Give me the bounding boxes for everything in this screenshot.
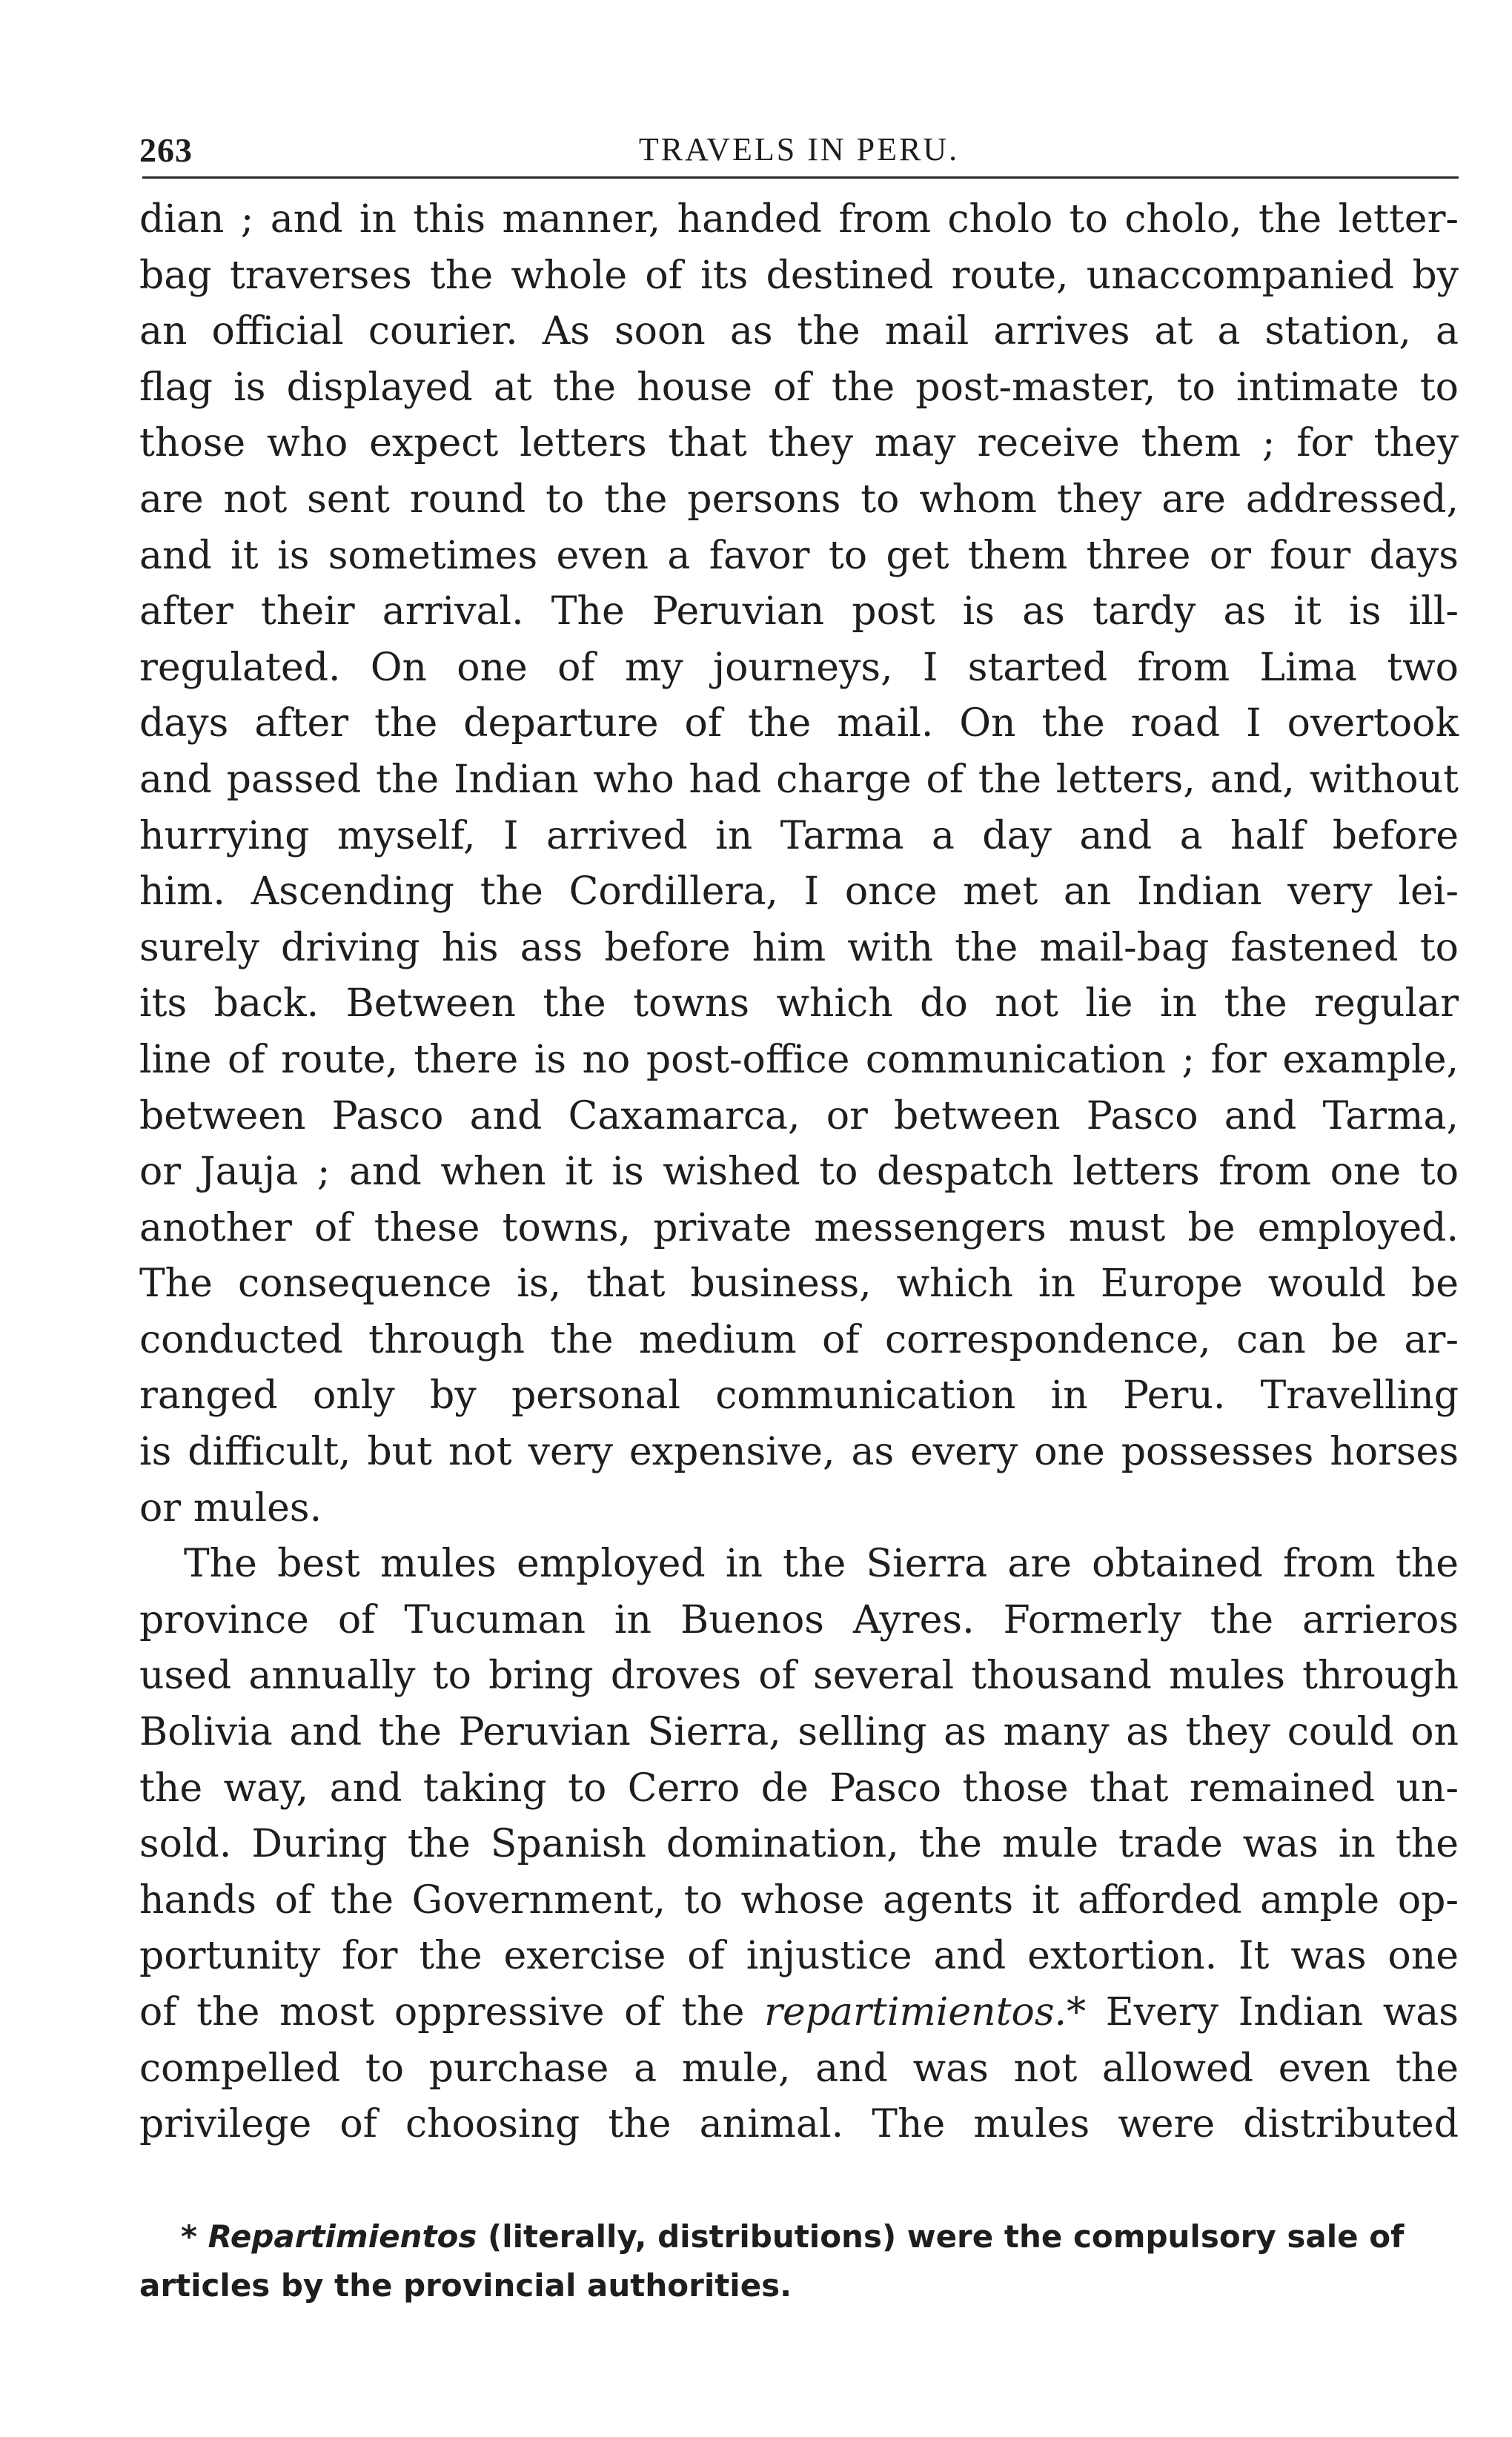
text-line: and passed the Indian who had charge of the letters, and, without xyxy=(139,757,1459,802)
text-line: compelled to purchase a mule, and was not allowed even the xyxy=(139,2046,1459,2091)
text-line: used annually to bring droves of several thousand mules through xyxy=(139,1654,1459,1699)
text-line: or Jauja ; and when it is wished to despatch letters from one to xyxy=(139,1150,1459,1195)
text-line: sold. During the Spanish domination, the mule trade was in the xyxy=(139,1822,1459,1867)
text-line-with-italic xyxy=(139,1985,1459,2041)
text-line: the way, and taking to Cerro de Pasco those that remained un- xyxy=(139,1765,1459,1811)
text-line: hurrying myself, I arrived in Tarma a day and a half before xyxy=(139,813,1459,858)
text-line: portunity for the exercise of injustice and extortion. It was one xyxy=(139,1934,1459,1979)
text-line: between Pasco and Caxamarca, or between Pasco and Tarma, xyxy=(139,1093,1459,1138)
header-rule xyxy=(142,176,1459,179)
text-line: flag is displayed at the house of the post-master, to intimate to xyxy=(139,365,1459,410)
text-line: province of Tucuman in Buenos Ayres. Formerly the arrieros xyxy=(139,1597,1459,1642)
text-line: ranged only by personal communication in Peru. Travelling xyxy=(139,1373,1459,1419)
text-line: conducted through the medium of correspondence, can be ar- xyxy=(139,1317,1459,1362)
footnote-term: * Repartimientos xyxy=(181,2218,477,2255)
text-line: regulated. On one of my journeys, I started from Lima two xyxy=(139,645,1459,690)
page-number: 263 xyxy=(139,131,193,169)
footnote-line xyxy=(139,2212,1459,2261)
text-line: after their arrival. The Peruvian post is as tardy as it is ill- xyxy=(139,589,1459,634)
text-line: and it is sometimes even a favor to get them three or four days xyxy=(139,533,1459,578)
text-line: dian ; and in this manner, handed from cholo to cholo, the letter- xyxy=(139,197,1459,242)
text-line: days after the departure of the mail. On the road I overtook xyxy=(139,701,1459,746)
footnote xyxy=(139,2212,1459,2310)
text-line: are not sent round to the persons to whom they are addressed, xyxy=(139,477,1459,522)
footnote-line: articles by the provincial authorities. xyxy=(139,2267,792,2304)
footnote-text: (literally, distributions) were the compulsory sale of xyxy=(477,2218,1405,2255)
text-segment: Every Indian was xyxy=(1086,1990,1459,2035)
text-line: is difficult, but not very expensive, as every one possesses horses xyxy=(139,1430,1459,1475)
text-line: hands of the Government, to whose agents it afforded ample op- xyxy=(139,1877,1459,1923)
paragraph-end-line: or mules. xyxy=(139,1485,322,1531)
running-head xyxy=(139,126,1459,173)
text-line: its back. Between the towns which do not lie in the regular xyxy=(139,981,1459,1027)
text-segment: of the most oppressive of the xyxy=(139,1990,765,2035)
text-line: privilege of choosing the animal. The mules were distributed xyxy=(139,2102,1459,2147)
text-line: The consequence is, that business, which in Europe would be xyxy=(139,1261,1459,1307)
text-line: an official courier. As soon as the mail arrives at a station, a xyxy=(139,309,1459,354)
text-line: another of these towns, private messengers must be employed. xyxy=(139,1205,1459,1250)
text-line: him. Ascending the Cordillera, I once met an Indian very lei- xyxy=(139,869,1459,915)
italic-term: repartimientos.* xyxy=(764,1990,1087,2035)
running-title: TRAVELS IN PERU. xyxy=(638,131,960,168)
text-line: line of route, there is no post-office communication ; for example, xyxy=(139,1037,1459,1082)
book-page xyxy=(139,126,1459,2379)
text-line: bag traverses the whole of its destined route, unaccompanied by xyxy=(139,253,1459,298)
text-line: Bolivia and the Peruvian Sierra, selling as many as they could on xyxy=(139,1710,1459,1755)
paragraph-start-line: The best mules employed in the Sierra are obtained from the xyxy=(184,1542,1459,1587)
text-line: those who expect letters that they may receive them ; for they xyxy=(139,421,1459,466)
body-text xyxy=(139,192,1459,2153)
text-line: surely driving his ass before him with the mail-bag fastened to xyxy=(139,925,1459,970)
